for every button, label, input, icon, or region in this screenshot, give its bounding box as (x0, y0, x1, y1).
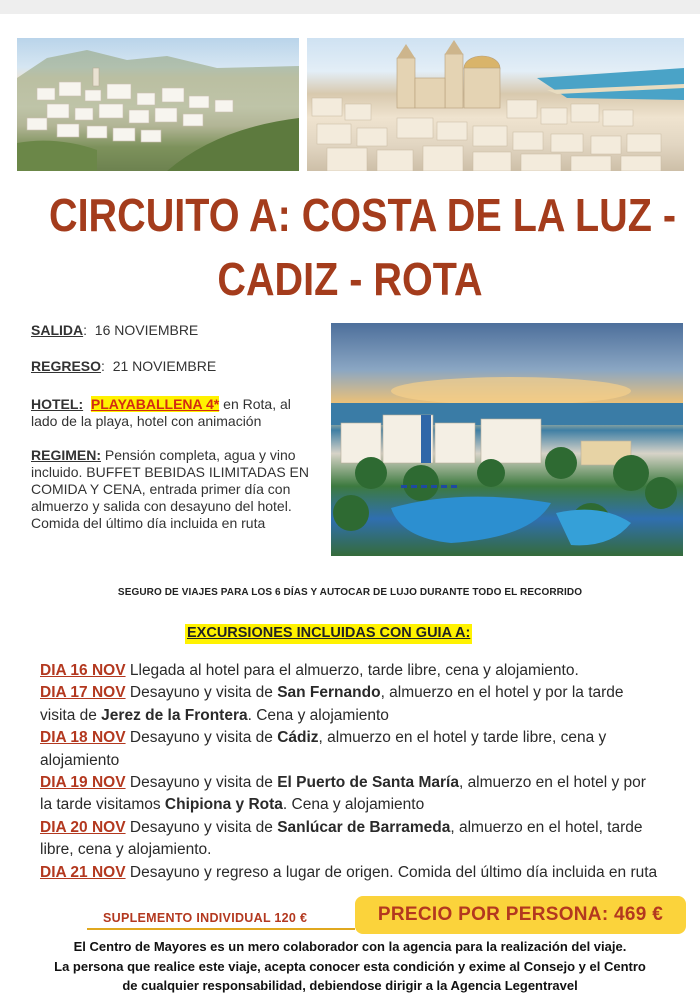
place-name: Jerez de la Frontera (101, 706, 248, 724)
day-item (40, 682, 660, 727)
hotel-photo (331, 323, 683, 556)
day-text: , almuerzo en el hotel y tarde libre, cena y alojamiento (40, 729, 607, 769)
day-label: DIA 20 NOV (40, 818, 126, 836)
cadiz-photo (307, 38, 684, 171)
disclaimer-line-3: de cualquier responsabilidad, debiendose dirigir a la Agencia Legentravel (122, 978, 578, 993)
day-label: DIA 17 NOV (40, 684, 126, 702)
precio-badge: PRECIO POR PERSONA: 469 € (355, 896, 686, 934)
place-name: Cádiz (277, 729, 319, 747)
day-text: , cena y alojamiento. (69, 841, 212, 859)
hotel-label: HOTEL: (31, 396, 84, 412)
cadiz-illustration (307, 38, 684, 171)
day-text: . Cena y alojamiento (247, 706, 389, 724)
seguro-note: SEGURO DE VIAJES PARA LOS 6 DÍAS Y AUTOCAR DE LUJO DURANTE TODO EL RECORRIDO (117, 587, 583, 598)
hotel-illustration (331, 323, 683, 556)
salida-label: SALIDA (31, 322, 84, 338)
salida-colon: : (83, 322, 95, 338)
day-text: , almuerzo en el hotel y por la tarde visita de (40, 684, 624, 724)
day-text: , almuerzo en el hotel y por la tarde visitamos (40, 774, 646, 814)
day-label: DIA 19 NOV (40, 774, 126, 792)
hotel-name: PLAYABALLENA 4* (90, 396, 220, 412)
hotel-description: en Rota, al lado de la playa, hotel con animación (31, 396, 291, 429)
day-label: DIA 16 NOV (40, 662, 126, 679)
regreso-colon: : (101, 358, 113, 374)
salida-row (31, 322, 317, 339)
day-label: DIA 21 NOV (40, 863, 126, 881)
excursiones-heading: EXCURSIONES INCLUIDAS CON GUIA A: (185, 624, 472, 644)
disclaimer-line-2: La persona que realice este viaje, acepta conocer esta condición y exime al Consejo y el Centro (54, 958, 646, 974)
itinerary (40, 660, 660, 884)
day-text: Desayuno y visita de (129, 818, 278, 836)
place-name: Sanlúcar de Barrameda (277, 818, 451, 836)
regimen-row (31, 447, 317, 532)
day-text: Desayuno y visita de (129, 774, 278, 792)
title-line-1: CIRCUITO A: COSTA DE LA LUZ - (49, 189, 677, 241)
day-item (40, 862, 660, 884)
salida-value: 16 NOVIEMBRE (94, 322, 199, 338)
disclaimer-line-1: El Centro de Mayores es un mero colaborador con la agencia para la realización del viaje. (73, 939, 627, 954)
hotel-row (31, 396, 313, 430)
day-item (40, 772, 660, 817)
day-item (40, 817, 660, 862)
day-text: Desayuno y visita de (129, 684, 278, 702)
suplemento-individual: SUPLEMENTO INDIVIDUAL 120 € (103, 911, 308, 925)
day-item (40, 727, 660, 772)
day-text: Desayuno y visita de (129, 729, 278, 747)
village-illustration (17, 38, 299, 171)
suplemento-underline (87, 928, 355, 930)
place-name: San Fernando (277, 684, 381, 702)
day-item (40, 660, 660, 682)
day-label: DIA 18 NOV (40, 729, 126, 747)
disclaimer (0, 937, 700, 996)
regreso-row (31, 358, 317, 375)
day-text: . Cena y alojamiento (282, 796, 425, 814)
day-text: Llegada al hotel para el almuerzo, tarde libre, cena y alojamiento. (129, 662, 579, 679)
regreso-label: REGRESO (31, 358, 102, 374)
regreso-value: 21 NOVIEMBRE (112, 358, 217, 374)
top-bar (0, 0, 700, 14)
place-name: El Puerto de Santa María (277, 774, 459, 792)
village-photo (17, 38, 299, 171)
day-text: , almuerzo en el hotel, tarde libre (40, 818, 643, 859)
place-name: Chipiona y Rota (164, 796, 283, 814)
regimen-label: REGIMEN: (31, 447, 101, 463)
day-text: Desayuno y regreso a lugar de origen. Comida del último día incluida en ruta (129, 863, 658, 881)
title-line-2: CADIZ - ROTA (217, 253, 483, 305)
regimen-description: Pensión completa, agua y vino incluido. BUFFET BEBIDAS ILIMITADAS EN COMIDA Y CENA, entrada primer día con almuerzo y salida con desayuno del hotel. Comida del último día incluida en ruta (31, 447, 310, 531)
